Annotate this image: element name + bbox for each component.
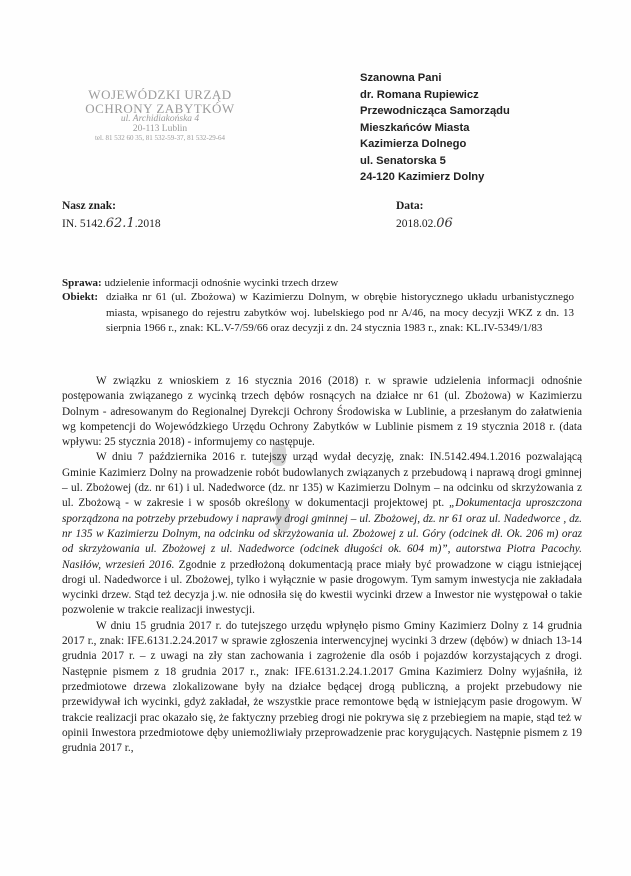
recipient-line-2: dr. Romana Rupiewicz — [360, 88, 479, 101]
reference-prefix: IN. 5142. — [62, 218, 106, 230]
letter-body — [62, 374, 582, 756]
recipient-line-6: ul. Senatorska 5 — [360, 154, 446, 167]
object-label: Obiekt: — [62, 291, 99, 303]
reference-number — [62, 216, 161, 231]
date-label: Data: — [396, 200, 424, 212]
stamp-line-3: ul. Archidiakońska 4 — [120, 114, 200, 125]
stamp-line-2: OCHRONY ZABYTKÓW — [85, 100, 235, 116]
paragraph-2-document-title: „Dokumentacja uproszczona sporządzona na potrzeby przebudowy i naprawy drogi gminnej – ul. Zbożowej, dz. nr 61 oraz ul. Nadedworce , dz. nr 135 w Kazimierzu Dolnym, na odcinku od skrzyżowania ul. Zbożowej z ul. Góry (odcinek dł. Ok. 206 m) oraz od skrzyżowania ul. Zbożowej z ul. Nadedworce (odcinek długości ok. 604 m)”, autorstwa Piotra Pacochy. Nasiłów, wrzesień 2016. — [62, 497, 582, 571]
subject-block — [62, 276, 582, 290]
date-value — [396, 216, 453, 231]
paragraph-1: W związku z wnioskiem z 16 stycznia 2016 (2018) r. w sprawie udzielenia informacji odnośnie postępowania związanego z wycinką trzech dębów rosnących na działce nr 61 (ul. Zbożowa) w Kazimierzu Dolnym - adresowanym do Regionalnej Dyrekcji Ochrony Środowiska w Lublinie, a przesłanym do załatwienia wg kompetencji do Wojewódzkiego Urzędu Ochrony Zabytków w Lublinie pismem z 19 stycznia 2018 r. (data wpływu: 25 stycznia 2018) - informujemy co następuje. — [62, 375, 582, 449]
reference-suffix: .2018 — [134, 218, 161, 230]
stamp-line-5: tel. 81 532 60 35, 81 532-59-37, 81 532-29-64 — [94, 134, 226, 143]
paragraph-2-start: W dniu 7 października 2016 r. tutejszy urząd wydał decyzję, znak: IN.5142.494.1.2016 pozwalającą Gminie Kazimierz Dolny na prowadzenie robót budowlanych związanych z przebudową i naprawą drogi gminnej – ul. Zbożowej (dz. nr 61) i ul. Nadedworce (dz. nr 135) w Kazimierzu Dolnym – na odcinku od skrzyżowania z ul. Zbożową - w zakresie i w sposób określony w dokumentacji projektowej pt. — [62, 451, 582, 510]
paragraph-2-end: Zgodnie z przedłożoną dokumentacją prace miały być prowadzone w ciągu istniejącej drogi ul. Nadedworce i ul. Zbożowej, tylko i wyłącznie w pasie drogowym. Tym samym inwestycja nie zakładała wycinki drzew. Stąd też decyzja j.w. nie odnosiła się do kwestii wycinki drzew a Inwestor nie występował o takie pozwolenie w trakcie realizacji inwestycji. — [62, 558, 583, 617]
date-handwritten: 06 — [436, 216, 453, 231]
subject-text: udzielenie informacji odnośnie wycinki trzech drzew — [104, 277, 339, 289]
recipient-line-5: Kazimierza Dolnego — [360, 138, 467, 150]
reference-handwritten: 62.1 — [105, 216, 135, 231]
recipient-line-7: 24-120 Kazimierz Dolny — [360, 171, 485, 183]
recipient-line-1: Szanowna Pani — [360, 72, 442, 84]
recipient-address — [360, 70, 510, 186]
recipient-line-3: Przewodnicząca Samorządu — [360, 105, 510, 117]
stamp-line-1: WOJEWÓDZKI URZĄD — [88, 87, 232, 102]
reference-label: Nasz znak: — [62, 200, 116, 212]
date-prefix: 2018.02. — [396, 218, 437, 230]
stamp-line-4: 20-113 Lublin — [132, 124, 188, 135]
paragraph-3: W dniu 15 grudnia 2017 r. do tutejszego urzędu wpłynęło pismo Gminy Kazimierz Dolny z 14 grudnia 2017 r., znak: IFE.6131.2.24.2017 w sprawie zgłoszenia interwencyjnej wycinki 3 drzew (dębów) w dniach 13-14 grudnia 2017 r. – z uwagi na zły stan zachowania i zagrożenie dla osób i pojazdów korzystających z drogi. Następnie pismem z 18 grudnia 2017 r., znak: IFE.6131.2.24.1.2017 Gmina Kazimierz Dolny wyjaśniła, iż przedmiotowe drzewa zlokalizowane były na działce będącej drogą publiczną, a projekt przebudowy nie przewidywał ich wycinki, gdyż zakładał, że wszystkie prace remontowe będą w istniejącym pasie drogowym. W trakcie realizacji prac okazało się, że faktyczny przebieg drogi nie pokrywa się z przebiegiem na mapie, stąd też w opinii Inwestora przedmiotowe dęby uniemożliwiały przeprowadzenie prac korygujących. Następnie pismem z 19 grudnia 2017 r., — [62, 619, 582, 755]
recipient-line-4: Mieszkańców Miasta — [360, 121, 470, 134]
paragraph-2 — [62, 450, 582, 618]
object-text: działka nr 61 (ul. Zbożowa) w Kazimierzu Dolnym, w obrębie historycznego układu urbanistycznego miasta, wpisanego do rejestru zabytków woj. lubelskiego pod nr A/46, na mocy decyzji WKZ z dn. 13 sierpnia 1966 r., znak: KL.V-7/59/66 oraz decyzji z dn. 24 stycznia 1983 r., znak: KL.IV-5349/1/83 — [106, 291, 574, 334]
subject-label: Sprawa: — [62, 277, 102, 289]
office-stamp — [60, 88, 260, 143]
